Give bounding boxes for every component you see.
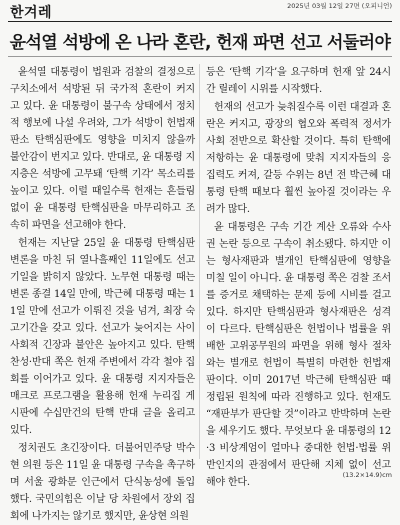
column-left xyxy=(10,64,195,525)
column-divider xyxy=(199,64,200,459)
dateline: 2025년 03월 12일 27면 (오피니언) xyxy=(287,2,392,10)
masthead: 한겨레 xyxy=(10,5,53,21)
column-right xyxy=(206,64,391,491)
headline: 윤석열 석방에 온 나라 혼란, 헌재 파면 선고 서둘러야 xyxy=(9,33,391,53)
paragraph: 등은 ‘탄핵 기각’을 요구하며 헌재 앞 24시간 릴레이 시위를 시작했다. xyxy=(206,67,391,95)
size-note: (13.2×14.9)cm xyxy=(342,471,392,479)
paragraph: 헌재의 선고가 늦춰질수록 이런 대결과 혼란은 커지고, 광장의 협오와 폭력적 정서가 사회 전반으로 확산할 것이다. 특히 탄핵에 저항하는 윤 대통령에 맞춰 지지자들의 응집력도 커져, 갈등 수위는 8년 전 박근혜 대통령 탄핵 때보다 훨씬 높아질 것이라는 우려가 많다. xyxy=(206,102,391,215)
paragraph: 윤 대통령은 구속 기간 계산 오류와 수사권 논란 등으로 구속이 취소됐다. 하지만 이는 형사재판과 별개인 탄핵심판에 영향을 미칠 일이 아니다. 윤 대통령 쪽은 검찰 조서를 증거로 채택하는 문제 등에 시비를 걸고 있다. 하지만 탄핵심판과 형사재판은 성격이 다르다. 탄핵심판은 헌법이나 법률을 위배한 고위공무원의 파면을 위해 형사 절차와는 별개로 헌법이 특별히 마련한 헌법재판이다. 이미 2017년 박근혜 탄핵심판 때 정립된 원칙에 따라 진행하고 있다. 헌재도 “재판부가 판단할 것”이라고 반박하며 논란을 세우기도 했다. 무엇보다 윤 대통령의 12·3 비상계엄이 얼마나 중대한 헌법·법률 위반인지의 관점에서 판단해 지체 없이 선고해야 한다. xyxy=(206,222,391,488)
top-rule xyxy=(8,21,392,22)
paragraph: 정치권도 초긴장이다. 더불어민주당 박수현 의원 등은 11일 윤 대통령 구속을 촉구하며 서울 광화문 인근에서 단식농성에 돌입했다. 국민의힘은 이날 당 차원에서 장외 집회에 나가지는 않기로 했지만, 윤상현 의원 xyxy=(10,443,195,522)
paragraph: 윤석열 대통령이 법원과 검찰의 결정으로 구치소에서 석방된 뒤 국가적 혼란이 커지고 있다. 윤 대통령이 불구속 상태에서 정치적 행보에 나설 우려와, 그가 석방이 헌법재판소 탄핵심판에도 영향을 미치지 않을까 불안감이 번지고 있다. 반대로, 윤 대통령 지지층은 석방에 고무돼 ‘탄핵 기각’ 목소리를 높이고 있다. 이럴 때일수록 헌재는 흔들림 없이 윤 대통령 탄핵심판을 마무리하고 조속히 파면을 선고해야 한다. xyxy=(10,67,195,231)
paragraph: 헌재는 지난달 25일 윤 대통령 탄핵심판 변론을 마친 뒤 열나흘째인 11일에도 선고기일을 밝히지 않았다. 노무현 대통령 때는 변론 종결 14일 만에, 박근혜 대통령 때는 11일 만에 선고가 이뤄진 것을 넘겨, 최장 숙고기간을 갖고 있다. 선고가 늦어지는 사이 사회적 긴장과 불안은 높아지고 있다. 탄핵 찬성·반대 쪽은 헌재 주변에서 각각 철야 집회를 이어가고 있다. 윤 대통령 지지자들은 매크로 프로그램을 활용해 헌재 누리집 게시판에 수십만건의 탄핵 반대 글을 올리고 있다. xyxy=(10,238,195,436)
headline-rule xyxy=(8,56,392,57)
